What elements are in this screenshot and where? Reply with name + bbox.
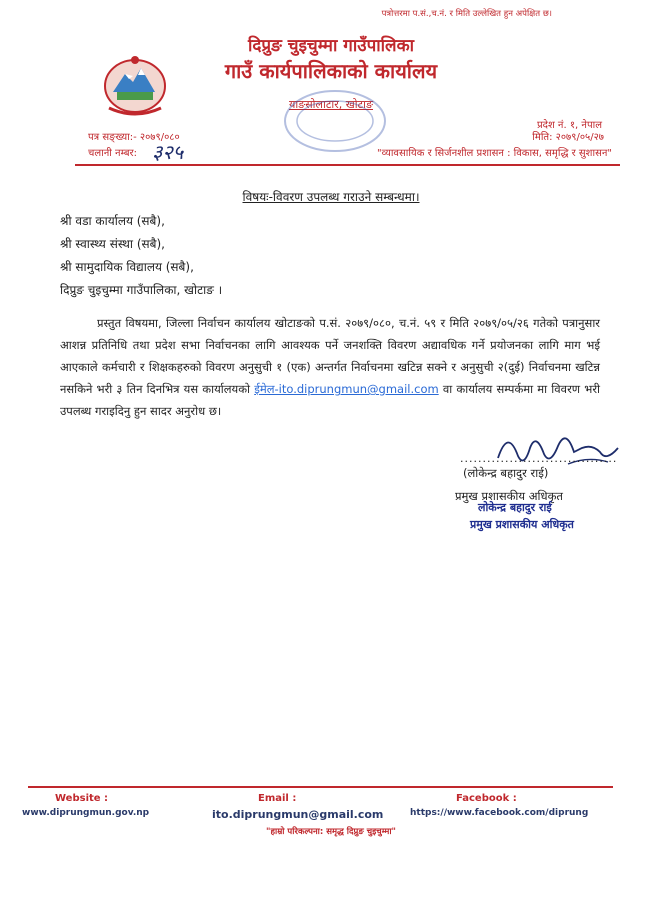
letter-date: मिति: २०७९/०५/२७	[532, 132, 604, 143]
letter-reference-number: पत्र सङ्ख्या:- २०७९/०८०	[88, 132, 180, 143]
dispatch-number-label: चलानी नम्बर:	[88, 148, 138, 159]
footer-facebook-label: Facebook :	[456, 793, 517, 804]
municipality-name: दिप्रुङ चुइचुम्मा गाउँपालिका	[247, 36, 415, 56]
addressee-line: श्री स्वास्थ्य संस्था (सबै),	[60, 237, 165, 251]
email-link[interactable]: ईमेल-ito.diprungmun@gmail.com	[254, 382, 439, 396]
header-divider	[75, 164, 620, 166]
stamp-signer-title: प्रमुख प्रशासकीय अधिकृत	[470, 518, 574, 531]
reply-reference-note: पत्रोत्तरमा प.सं.,च.नं. र मिति उल्लेखित हुन अपेक्षित छ।	[381, 9, 552, 19]
footer-slogan: "हाम्रो परिकल्पना: समृद्ध दिप्रुङ चुइचुम्मा"	[266, 827, 396, 837]
stamp-signer-name: लोकेन्द्र बहादुर राई	[478, 501, 552, 514]
footer-website-link[interactable]: www.diprungmun.gov.np	[22, 808, 150, 818]
addressee-line: दिप्रुङ चुइचुम्मा गाउँपालिका, खोटाङ ।	[60, 283, 223, 297]
body-text-part: प्रस्तुत विषयमा, जिल्ला निर्वाचन कार्यालय खोटाङको प.सं. २०७९/०८०, च.नं. ५९ र मिति २०७९/०५/२६ गतेको पत्रानुसार आशन्न प्रतिनिधि तथा प्रदेश सभा निर्वाचनका लागि आवश्यक पर्ने जनशक्ति विवरण अद्यावधिक गर्ने प्रयोजनका लागि माग भई आएकाले कर्मचारी र शिक्षकहरुको विवरण अनुसुची १ (एक) अन्तर्गत निर्वाचनमा खटिन्न सक्ने र अनुसुची २(दुई) निर्वाचनमा खटिन्न नसकिने भरी ३ तिन दिनभित्र यस कार्यालयको	[60, 316, 600, 396]
addressee-line: श्री वडा कार्यालय (सबै),	[60, 214, 165, 228]
office-name: गाउँ कार्यपालिकाको कार्यालय	[224, 59, 438, 83]
dispatch-number-handwritten: ३२५	[152, 140, 184, 164]
footer-website-label: Website :	[55, 793, 109, 804]
signature-line: ...................................	[460, 452, 618, 465]
footer-email-link[interactable]: ito.diprungmun@gmail.com	[212, 808, 384, 821]
body-text-part: वा कार्यालय सम्पर्कमा मा विवरण भरी उपलब्ध गराइदिनु हुन सादर अनुरोध छ।	[60, 382, 601, 418]
addressee-line: श्री सामुदायिक विद्यालय (सबै),	[60, 260, 194, 274]
office-motto: "व्यावसायिक र सिर्जनशील प्रशासन : विकास, समृद्धि र सुशासन"	[377, 148, 612, 159]
signer-title: प्रमुख प्रशासकीय अधिकृत	[455, 489, 563, 503]
province-label: प्रदेश नं. १, नेपाल	[536, 120, 602, 131]
letter-body	[60, 312, 600, 422]
signer-name: (लोकेन्द्र बहादुर राई)	[463, 466, 549, 480]
letter-subject: विषयः-विवरण उपलब्ध गराउने सम्बन्धमा।	[242, 190, 420, 204]
office-address: याङसोलाटार, खोटाङ	[289, 98, 373, 111]
office-stamp-icon	[280, 86, 390, 156]
footer-email-label: Email :	[258, 793, 297, 804]
footer-divider	[28, 786, 613, 788]
footer-facebook-link[interactable]: https://www.facebook.com/diprung	[410, 808, 589, 818]
